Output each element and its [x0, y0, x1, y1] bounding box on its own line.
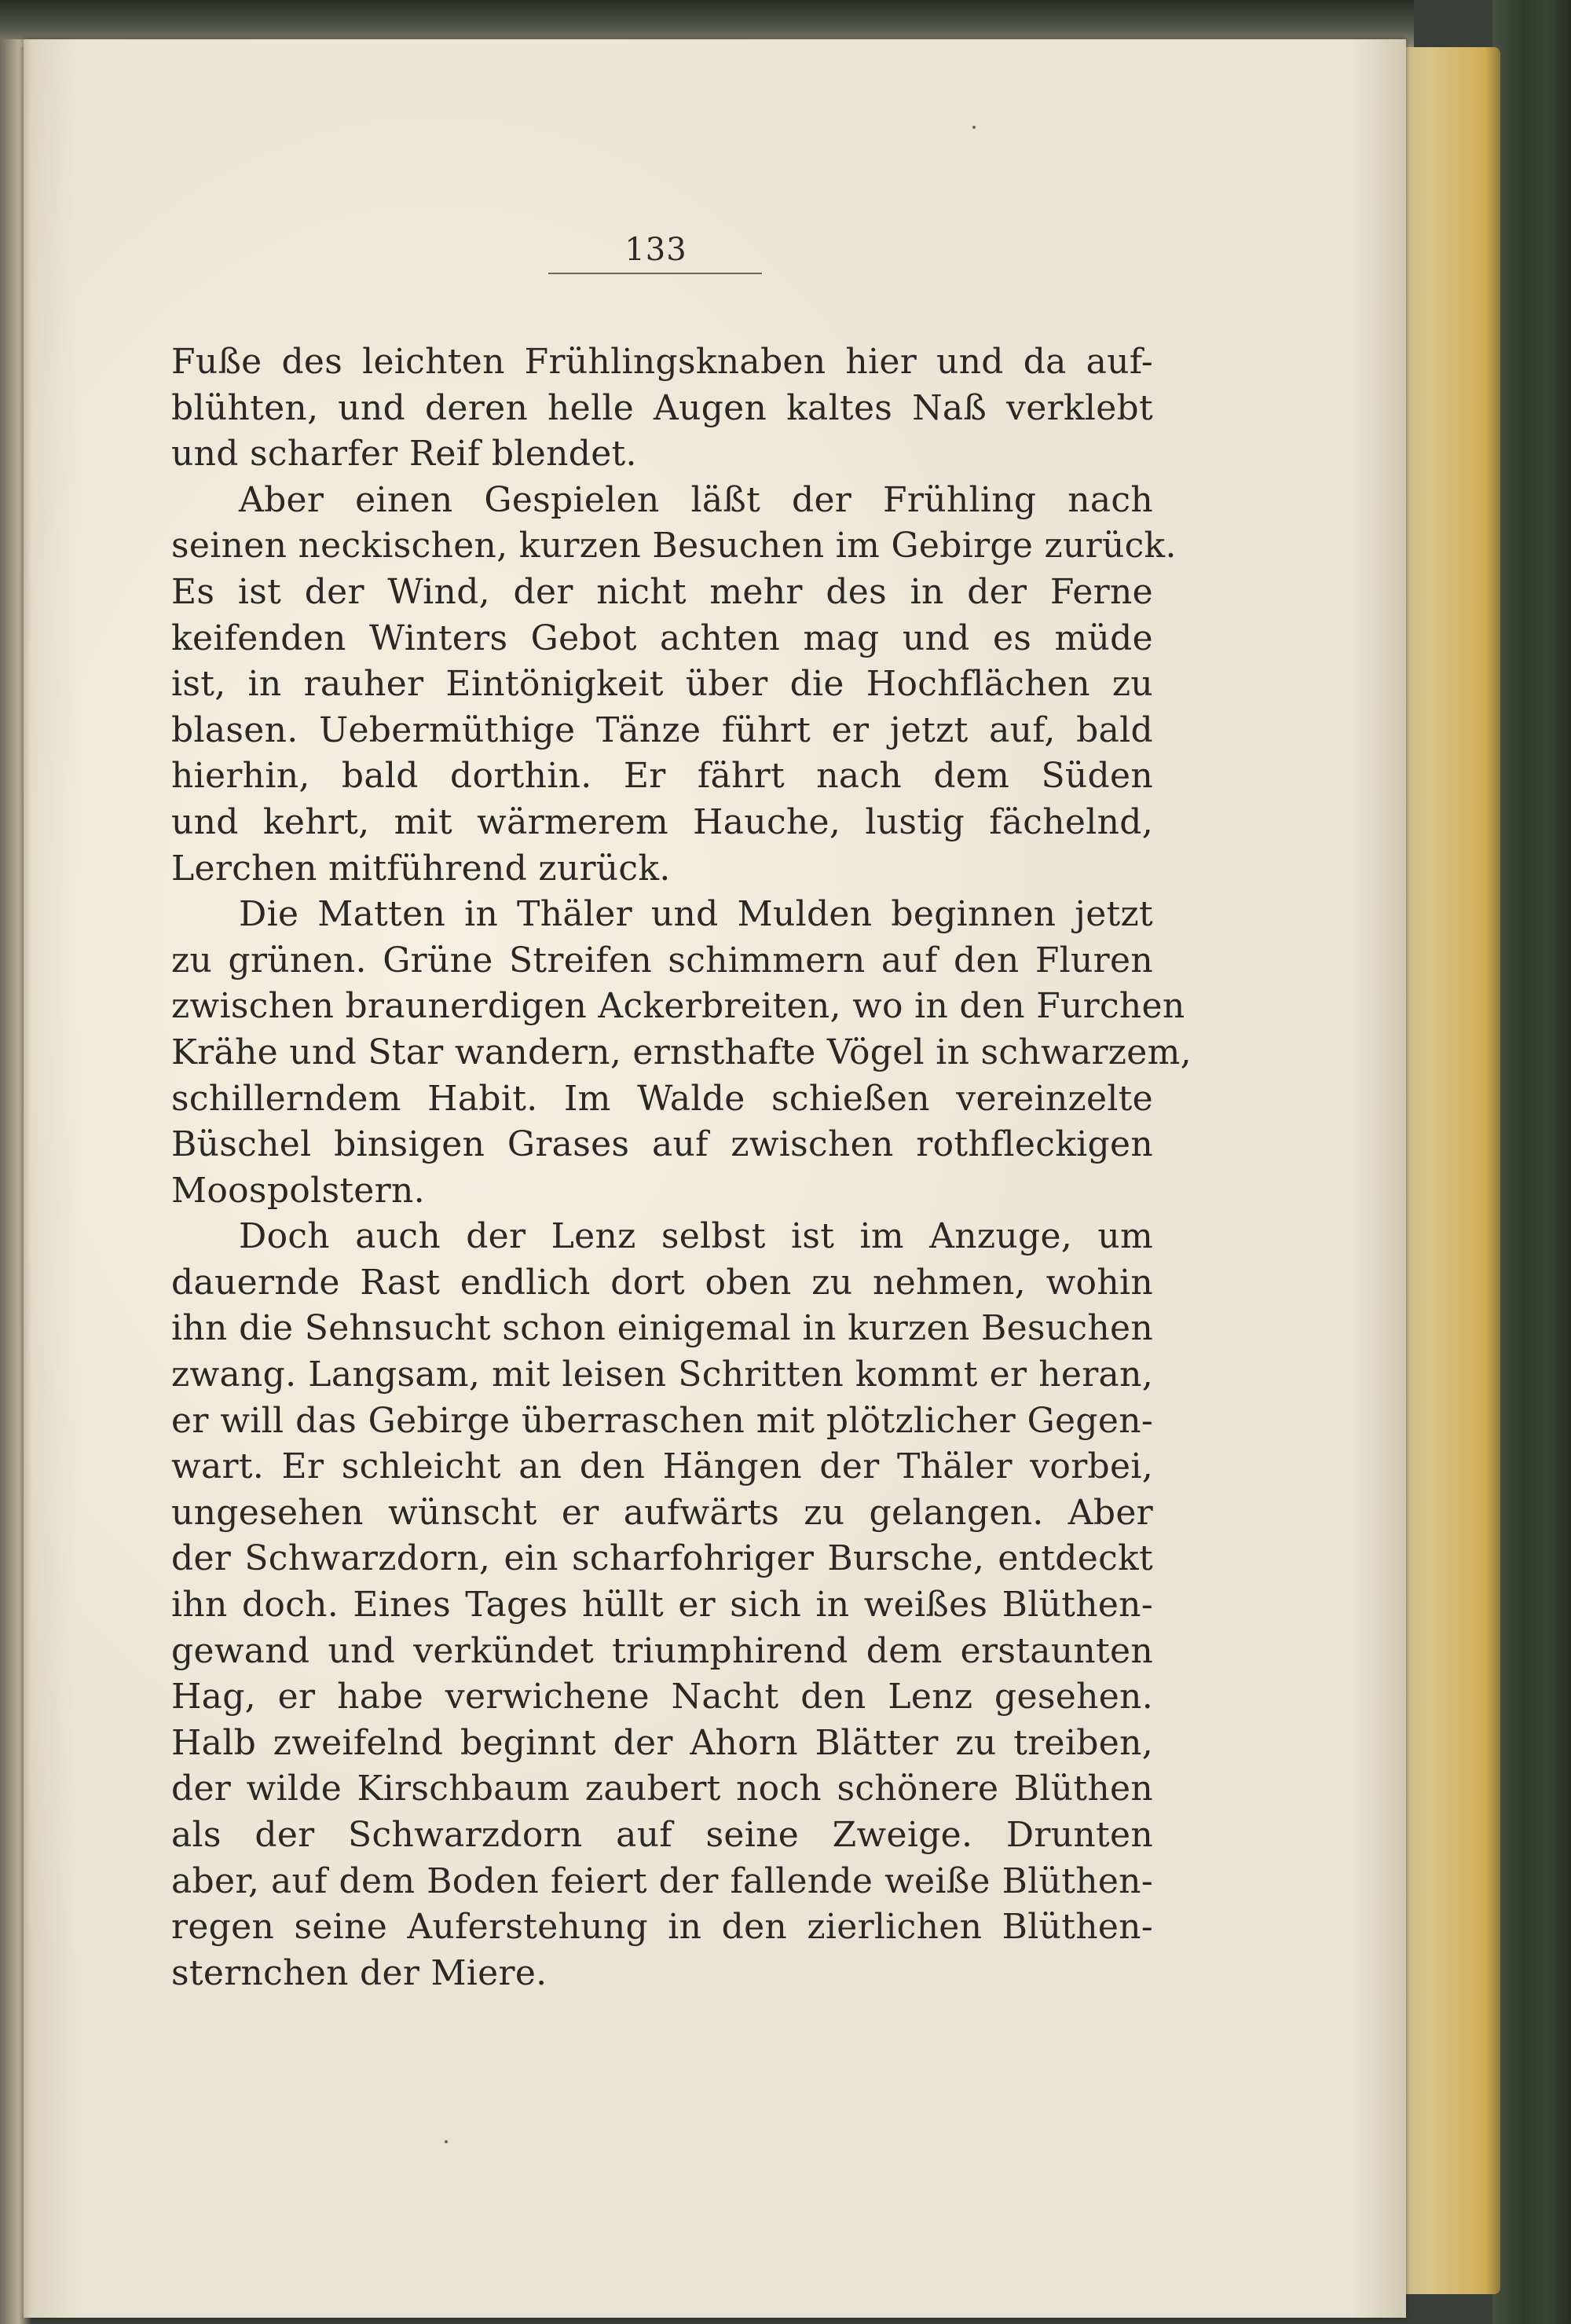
body-text — [171, 339, 1192, 1996]
text-line: ihn die Sehnsucht schon einigemal in kurzen Besuchen — [171, 1308, 1153, 1349]
text-line: er will das Gebirge überraschen mit plötzlicher Gegen- — [171, 1400, 1153, 1441]
paragraph — [171, 478, 1177, 892]
text-line: ihn doch. Eines Tages hüllt er sich in weißes Blüthen- — [171, 1585, 1153, 1626]
text-line: Halb zweifelnd beginnt der Ahorn Blätter zu treiben, — [171, 1722, 1153, 1763]
text-line: keifenden Winters Gebot achten mag und es müde — [171, 618, 1153, 658]
page-number: 133 — [624, 232, 687, 268]
text-line: dauernde Rast endlich dort oben zu nehmen, wohin — [171, 1262, 1153, 1303]
text-line: und scharfer Reif blendet. — [171, 434, 637, 475]
text-line: Aber einen Gespielen läßt der Frühling nach — [239, 479, 1153, 520]
text-line: Krähe und Star wandern, ernsthafte Vögel in schwarzem, — [171, 1032, 1192, 1072]
page-stack-side-edge — [1398, 47, 1500, 2294]
text-line: Büschel binsigen Grases auf zwischen rothfleckigen — [171, 1124, 1153, 1165]
text-line: regen seine Auferstehung in den zierlichen Blüthen- — [171, 1907, 1153, 1948]
text-line: blühten, und deren helle Augen kaltes Naß verklebt — [171, 387, 1153, 428]
text-line: Die Matten in Thäler und Mulden beginnen jetzt — [239, 894, 1153, 935]
text-line: der Schwarzdorn, ein scharfohriger Bursche, entdeckt — [171, 1538, 1153, 1579]
text-line: gewand und verkündet triumphirend dem erstaunten — [171, 1630, 1153, 1671]
paragraph — [171, 892, 1192, 1214]
text-line: seinen neckischen, kurzen Besuchen im Gebirge zurück. — [171, 526, 1177, 566]
text-line: blasen. Uebermüthige Tänze führt er jetzt auf, bald — [171, 709, 1153, 750]
text-line: als der Schwarzdorn auf seine Zweige. Drunten — [171, 1815, 1153, 1855]
paper-speck — [972, 126, 976, 129]
text-line: Doch auch der Lenz selbst ist im Anzuge, um — [239, 1216, 1153, 1257]
page-number-rule — [548, 273, 762, 274]
text-line: der wilde Kirschbaum zaubert noch schönere Blüthen — [171, 1769, 1153, 1809]
text-line: Lerchen mitführend zurück. — [171, 848, 671, 889]
text-line: zwischen braunerdigen Ackerbreiten, wo in den Furchen — [171, 986, 1185, 1027]
text-line: zwang. Langsam, mit leisen Schritten kommt er heran, — [171, 1354, 1153, 1395]
text-line: Moospolstern. — [171, 1170, 425, 1211]
text-line: hierhin, bald dorthin. Er fährt nach dem Süden — [171, 756, 1153, 797]
text-line: Hag, er habe verwichene Nacht den Lenz gesehen. — [171, 1677, 1153, 1717]
paragraph — [171, 339, 1153, 478]
text-line: sternchen der Miere. — [171, 1952, 547, 1993]
text-line: Fuße des leichten Frühlingsknaben hier und da auf- — [171, 342, 1153, 382]
text-line: Es ist der Wind, der nicht mehr des in der Ferne — [171, 571, 1153, 612]
text-line: und kehrt, mit wärmerem Hauche, lustig fächelnd, — [171, 801, 1153, 842]
text-line: ungesehen wünscht er aufwärts zu gelangen. Aber — [171, 1492, 1153, 1533]
book-gutter-shadow — [0, 39, 31, 2324]
text-line: zu grünen. Grüne Streifen schimmern auf den Fluren — [171, 940, 1153, 981]
book-cover-board — [1492, 0, 1571, 2324]
text-line: aber, auf dem Boden feiert der fallende weiße Blüthen- — [171, 1860, 1153, 1901]
paragraph — [171, 1214, 1153, 1996]
text-line: schillerndem Habit. Im Walde schießen vereinzelte — [171, 1078, 1153, 1119]
text-line: wart. Er schleicht an den Hängen der Thäler vorbei, — [171, 1446, 1153, 1487]
text-line: ist, in rauher Eintönigkeit über die Hochflächen zu — [171, 664, 1153, 705]
paper-speck — [445, 2140, 448, 2143]
